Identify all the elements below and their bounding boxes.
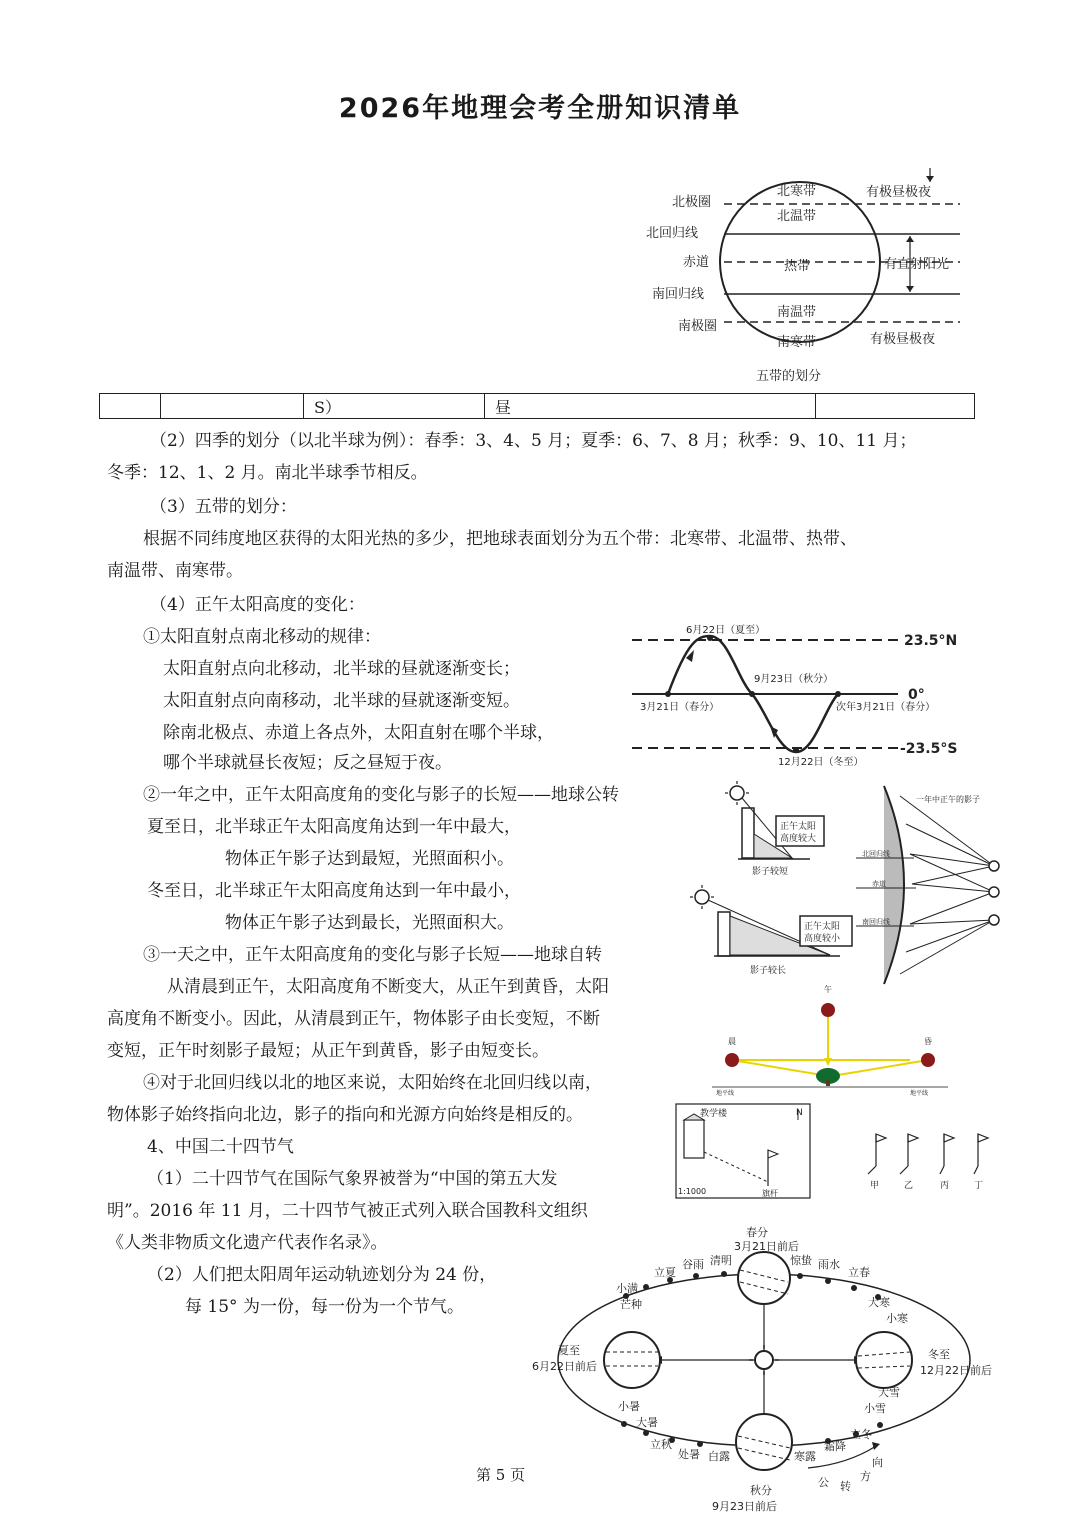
text-line: 《人类非物质文化遗产代表作名录》。 xyxy=(107,1233,388,1253)
building-label: 教学楼 xyxy=(700,1109,728,1119)
text-line: ④对于北回归线以北的地区来说，太阳始终在北回归线以南， xyxy=(143,1073,602,1093)
zone-south-frigid: 南寒带 xyxy=(777,335,817,350)
term-label: 雨水 xyxy=(818,1258,840,1271)
table-row xyxy=(99,393,975,419)
text-line: 哪个半球就昼长夜短；反之昼短于夜。 xyxy=(163,753,452,773)
text-line: 夏至日，北半球正午太阳高度角达到一年中最大， xyxy=(147,817,521,837)
label-arctic-circle: 北极圈 xyxy=(672,195,712,210)
shadow-caption: 影子较长 xyxy=(750,966,787,976)
box-label: 高度较大 xyxy=(780,834,817,844)
earth-title: 一年中正午的影子 xyxy=(916,795,980,804)
label-polar-day-night-north: 有极昼极夜 xyxy=(866,185,932,200)
table-cell: 昼 xyxy=(485,394,816,419)
zone-tropical: 热带 xyxy=(784,259,811,274)
pole-label: 旗杆 xyxy=(762,1189,778,1198)
term-label: 立秋 xyxy=(650,1438,672,1451)
term-label: 大寒 xyxy=(868,1296,890,1309)
text-line: 从清晨到正午，太阳高度角不断变大，从正午到黄昏，太阳 xyxy=(167,977,609,997)
term-label: 大雪 xyxy=(878,1386,900,1399)
term-label: 寒露 xyxy=(794,1450,816,1463)
line-label: 0° xyxy=(908,687,925,703)
autumn-date: 9月23日前后 xyxy=(712,1500,777,1513)
text-line: ③一天之中，正午太阳高度角的变化与影子长短——地球自转 xyxy=(143,945,602,965)
text-line: 每 15° 为一份，每一份为一个节气。 xyxy=(185,1297,464,1317)
point-label: 9月23日（秋分） xyxy=(754,674,834,685)
text-line: 变短，正午时刻影子最短；从正午到黄昏，影子由短变长。 xyxy=(107,1041,549,1061)
point-label: 次年3月21日（春分） xyxy=(836,702,936,713)
text-line: 太阳直射点向北移动，北半球的昼就逐渐变长； xyxy=(163,659,520,679)
summer-date: 6月22日前后 xyxy=(532,1360,597,1373)
label-direct-sunlight: 有直射阳光 xyxy=(884,257,950,272)
zone-north-temperate: 北温带 xyxy=(777,209,817,224)
earth-label: 北回归线 xyxy=(862,850,890,858)
table-cell xyxy=(816,394,975,419)
point-label: 6月22日（夏至） xyxy=(686,625,766,636)
winter-solstice: 冬至 xyxy=(928,1348,950,1361)
solar-terms-diagram xyxy=(528,1224,1006,1516)
page-number: 第 5 页 xyxy=(476,1466,526,1484)
text-line: ②一年之中，正午太阳高度角的变化与影子的长短——地球公转 xyxy=(143,785,619,805)
term-label: 惊蛰 xyxy=(790,1254,812,1267)
earth-label: 南回归线 xyxy=(862,918,890,926)
term-label: 白露 xyxy=(708,1450,730,1463)
table-cell xyxy=(161,394,304,419)
box-label: 正午太阳 xyxy=(804,922,841,932)
term-label: 小雪 xyxy=(864,1402,886,1415)
text-line: 冬至日，北半球正午太阳高度角达到一年中最小， xyxy=(147,881,521,901)
term-label: 小寒 xyxy=(886,1312,908,1325)
flag-label: 甲 xyxy=(870,1181,880,1191)
section-heading: 4、中国二十四节气 xyxy=(147,1137,294,1157)
flagpole-diagram xyxy=(672,1102,992,1202)
five-zones-diagram xyxy=(640,160,970,390)
text-line: （4）正午太阳高度的变化： xyxy=(150,595,365,615)
term-label: 立夏 xyxy=(654,1266,676,1279)
table-cell xyxy=(100,394,161,419)
zones-caption: 五带的划分 xyxy=(756,369,822,384)
box-label: 正午太阳 xyxy=(780,822,817,832)
text-line: 明”。2016 年 11 月，二十四节气被正式列入联合国教科文组织 xyxy=(107,1201,588,1221)
autumn-equinox: 秋分 xyxy=(750,1484,772,1497)
text-line: 物体影子始终指向北边，影子的指向和光源方向始终是相反的。 xyxy=(107,1105,583,1125)
zone-north-frigid: 北寒带 xyxy=(777,184,817,199)
shadow-caption: 影子较短 xyxy=(752,867,789,877)
line-label: 23.5°N xyxy=(904,633,958,649)
zone-south-temperate: 南温带 xyxy=(777,305,817,320)
earth-label: 赤道 xyxy=(872,880,886,888)
sun-label-evening: 昏 xyxy=(924,1037,932,1046)
term-label: 大暑 xyxy=(636,1416,658,1429)
term-label: 芒种 xyxy=(620,1298,642,1311)
point-label: 12月22日（冬至） xyxy=(778,757,864,768)
direction-label: 转 xyxy=(840,1480,851,1493)
text-line: （3）五带的划分： xyxy=(150,497,297,517)
spring-equinox: 春分 xyxy=(746,1226,768,1239)
shadow-length-diagram xyxy=(690,780,870,980)
scale-label: 1:1000 xyxy=(678,1187,707,1196)
text-line: 南温带、南寒带。 xyxy=(107,561,243,581)
label-polar-day-night-south: 有极昼极夜 xyxy=(870,332,936,347)
term-label: 清明 xyxy=(710,1254,732,1267)
winter-date: 12月22日前后 xyxy=(920,1364,992,1377)
term-label: 小满 xyxy=(616,1282,638,1295)
flag-label: 丁 xyxy=(974,1181,984,1191)
text-line: （2）人们把太阳周年运动轨迹划分为 24 份， xyxy=(147,1265,497,1285)
text-line: （1）二十四节气在国际气象界被誉为“中国的第五大发 xyxy=(147,1169,558,1189)
yearly-shadow-diagram xyxy=(854,784,1020,989)
sun-label-noon: 午 xyxy=(824,985,832,994)
term-label: 小暑 xyxy=(618,1400,640,1413)
text-line: （2）四季的划分（以北半球为例）：春季：3、4、5 月；夏季：6、7、8 月；秋季：9、10、11 月； xyxy=(150,431,917,451)
north-label: N xyxy=(796,1108,803,1118)
horizon-label: 地平线 xyxy=(910,1090,929,1096)
label-antarctic-circle: 南极圈 xyxy=(678,319,718,334)
term-label: 立冬 xyxy=(850,1428,872,1441)
direction-label: 向 xyxy=(872,1456,883,1469)
point-label: 3月21日（春分） xyxy=(640,702,720,713)
direction-label: 公 xyxy=(818,1476,829,1489)
flag-label: 乙 xyxy=(904,1181,914,1191)
spring-date: 3月21日前后 xyxy=(734,1240,799,1253)
summer-solstice: 夏至 xyxy=(558,1344,580,1357)
text-line: ①太阳直射点南北移动的规律： xyxy=(143,627,381,647)
text-line: 物体正午影子达到最短，光照面积小。 xyxy=(225,849,514,869)
term-label: 处暑 xyxy=(678,1448,700,1461)
sun-migration-diagram xyxy=(628,620,973,770)
sun-label-morning: 晨 xyxy=(728,1037,736,1046)
label-tropic-cancer: 北回归线 xyxy=(646,226,699,241)
table-cell: S） xyxy=(304,394,485,419)
horizon-label: 地平线 xyxy=(716,1090,735,1096)
term-label: 霜降 xyxy=(824,1440,846,1453)
page-title: 2026年地理会考全册知识清单 xyxy=(338,93,742,124)
text-line: 太阳直射点向南移动，北半球的昼就逐渐变短。 xyxy=(163,691,520,711)
direction-label: 方 xyxy=(860,1470,871,1483)
text-line: 除南北极点、赤道上各点外，太阳直射在哪个半球， xyxy=(163,723,554,743)
text-line: 物体正午影子达到最长，光照面积大。 xyxy=(225,913,514,933)
line-label: -23.5°S xyxy=(900,741,958,757)
term-label: 谷雨 xyxy=(682,1258,704,1271)
text-line: 高度角不断变小。因此，从清晨到正午，物体影子由长变短，不断 xyxy=(107,1009,600,1029)
daily-shadow-diagram xyxy=(710,984,950,1096)
label-equator: 赤道 xyxy=(683,255,710,270)
label-tropic-capricorn: 南回归线 xyxy=(652,287,705,302)
term-label: 立春 xyxy=(848,1266,870,1279)
flag-label: 丙 xyxy=(940,1181,950,1191)
box-label: 高度较小 xyxy=(804,934,841,944)
text-line: 冬季：12、1、2 月。南北半球季节相反。 xyxy=(107,463,428,483)
text-line: 根据不同纬度地区获得的太阳光热的多少，把地球表面划分为五个带：北寒带、北温带、热带、 xyxy=(143,529,857,549)
